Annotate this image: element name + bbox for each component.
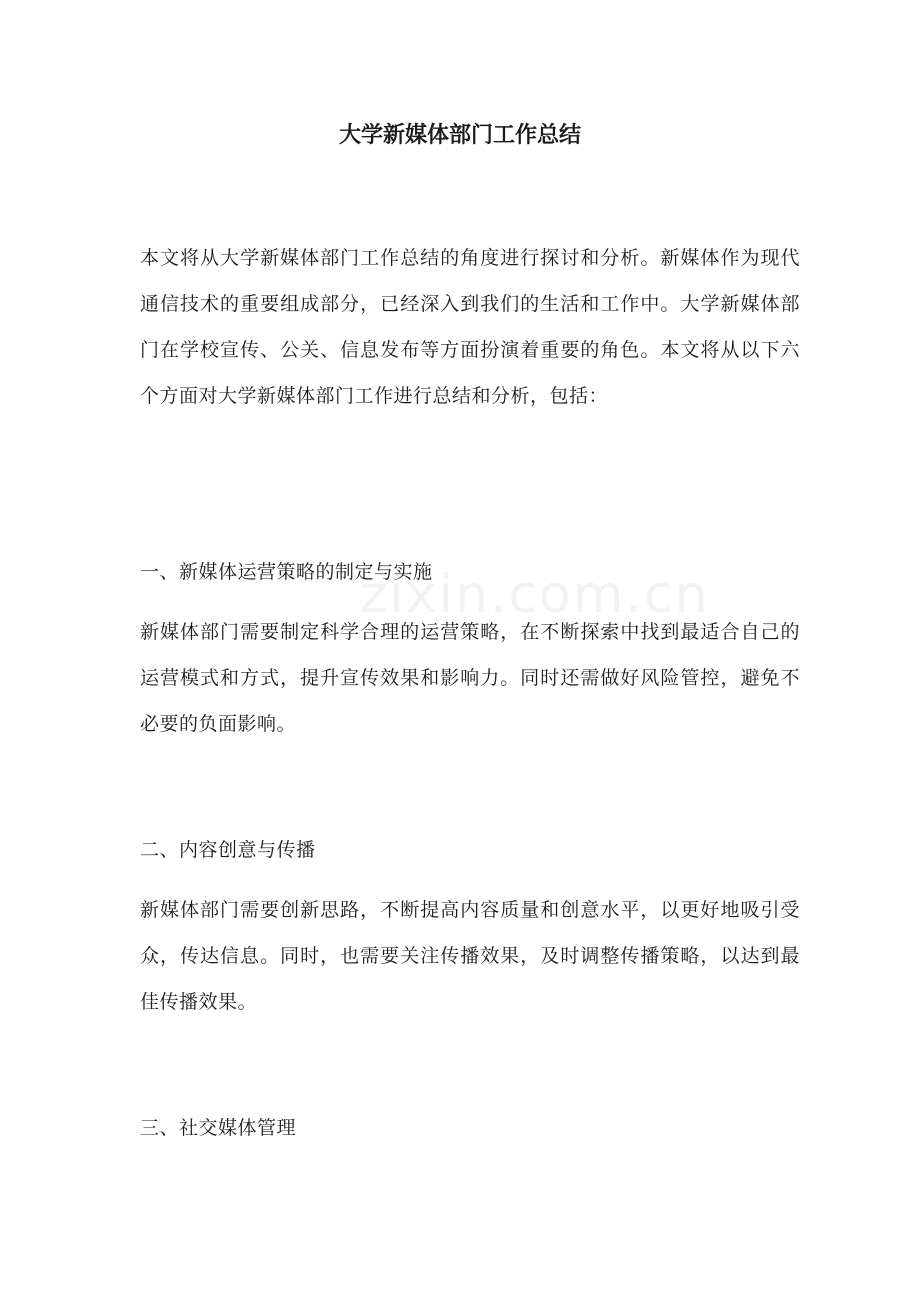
section-3-heading: 三、社交媒体管理	[140, 1117, 297, 1139]
intro-paragraph: 本文将从大学新媒体部门工作总结的角度进行探讨和分析。新媒体作为现代通信技术的重要组成部分，已经深入到我们的生活和工作中。大学新媒体部门在学校宣传、公关、信息发布等方面扮演着重要的角色。本文将从以下六个方面对大学新媒体部门工作进行总结和分析，包括：	[140, 247, 800, 407]
section-2-heading: 二、内容创意与传播	[140, 839, 316, 861]
section-1-body: 新媒体部门需要制定科学合理的运营策略，在不断探索中找到最适合自己的运营模式和方式，提升宣传效果和影响力。同时还需做好风险管控，避免不必要的负面影响。	[140, 621, 800, 735]
document-title: 大学新媒体部门工作总结	[338, 123, 581, 148]
watermark-text: zixin.com.cn	[360, 565, 710, 625]
section-1-heading: 一、新媒体运营策略的制定与实施	[140, 561, 433, 583]
section-2-body: 新媒体部门需要创新思路，不断提高内容质量和创意水平，以更好地吸引受众，传达信息。同时，也需要关注传播效果，及时调整传播策略，以达到最佳传播效果。	[140, 899, 800, 1013]
